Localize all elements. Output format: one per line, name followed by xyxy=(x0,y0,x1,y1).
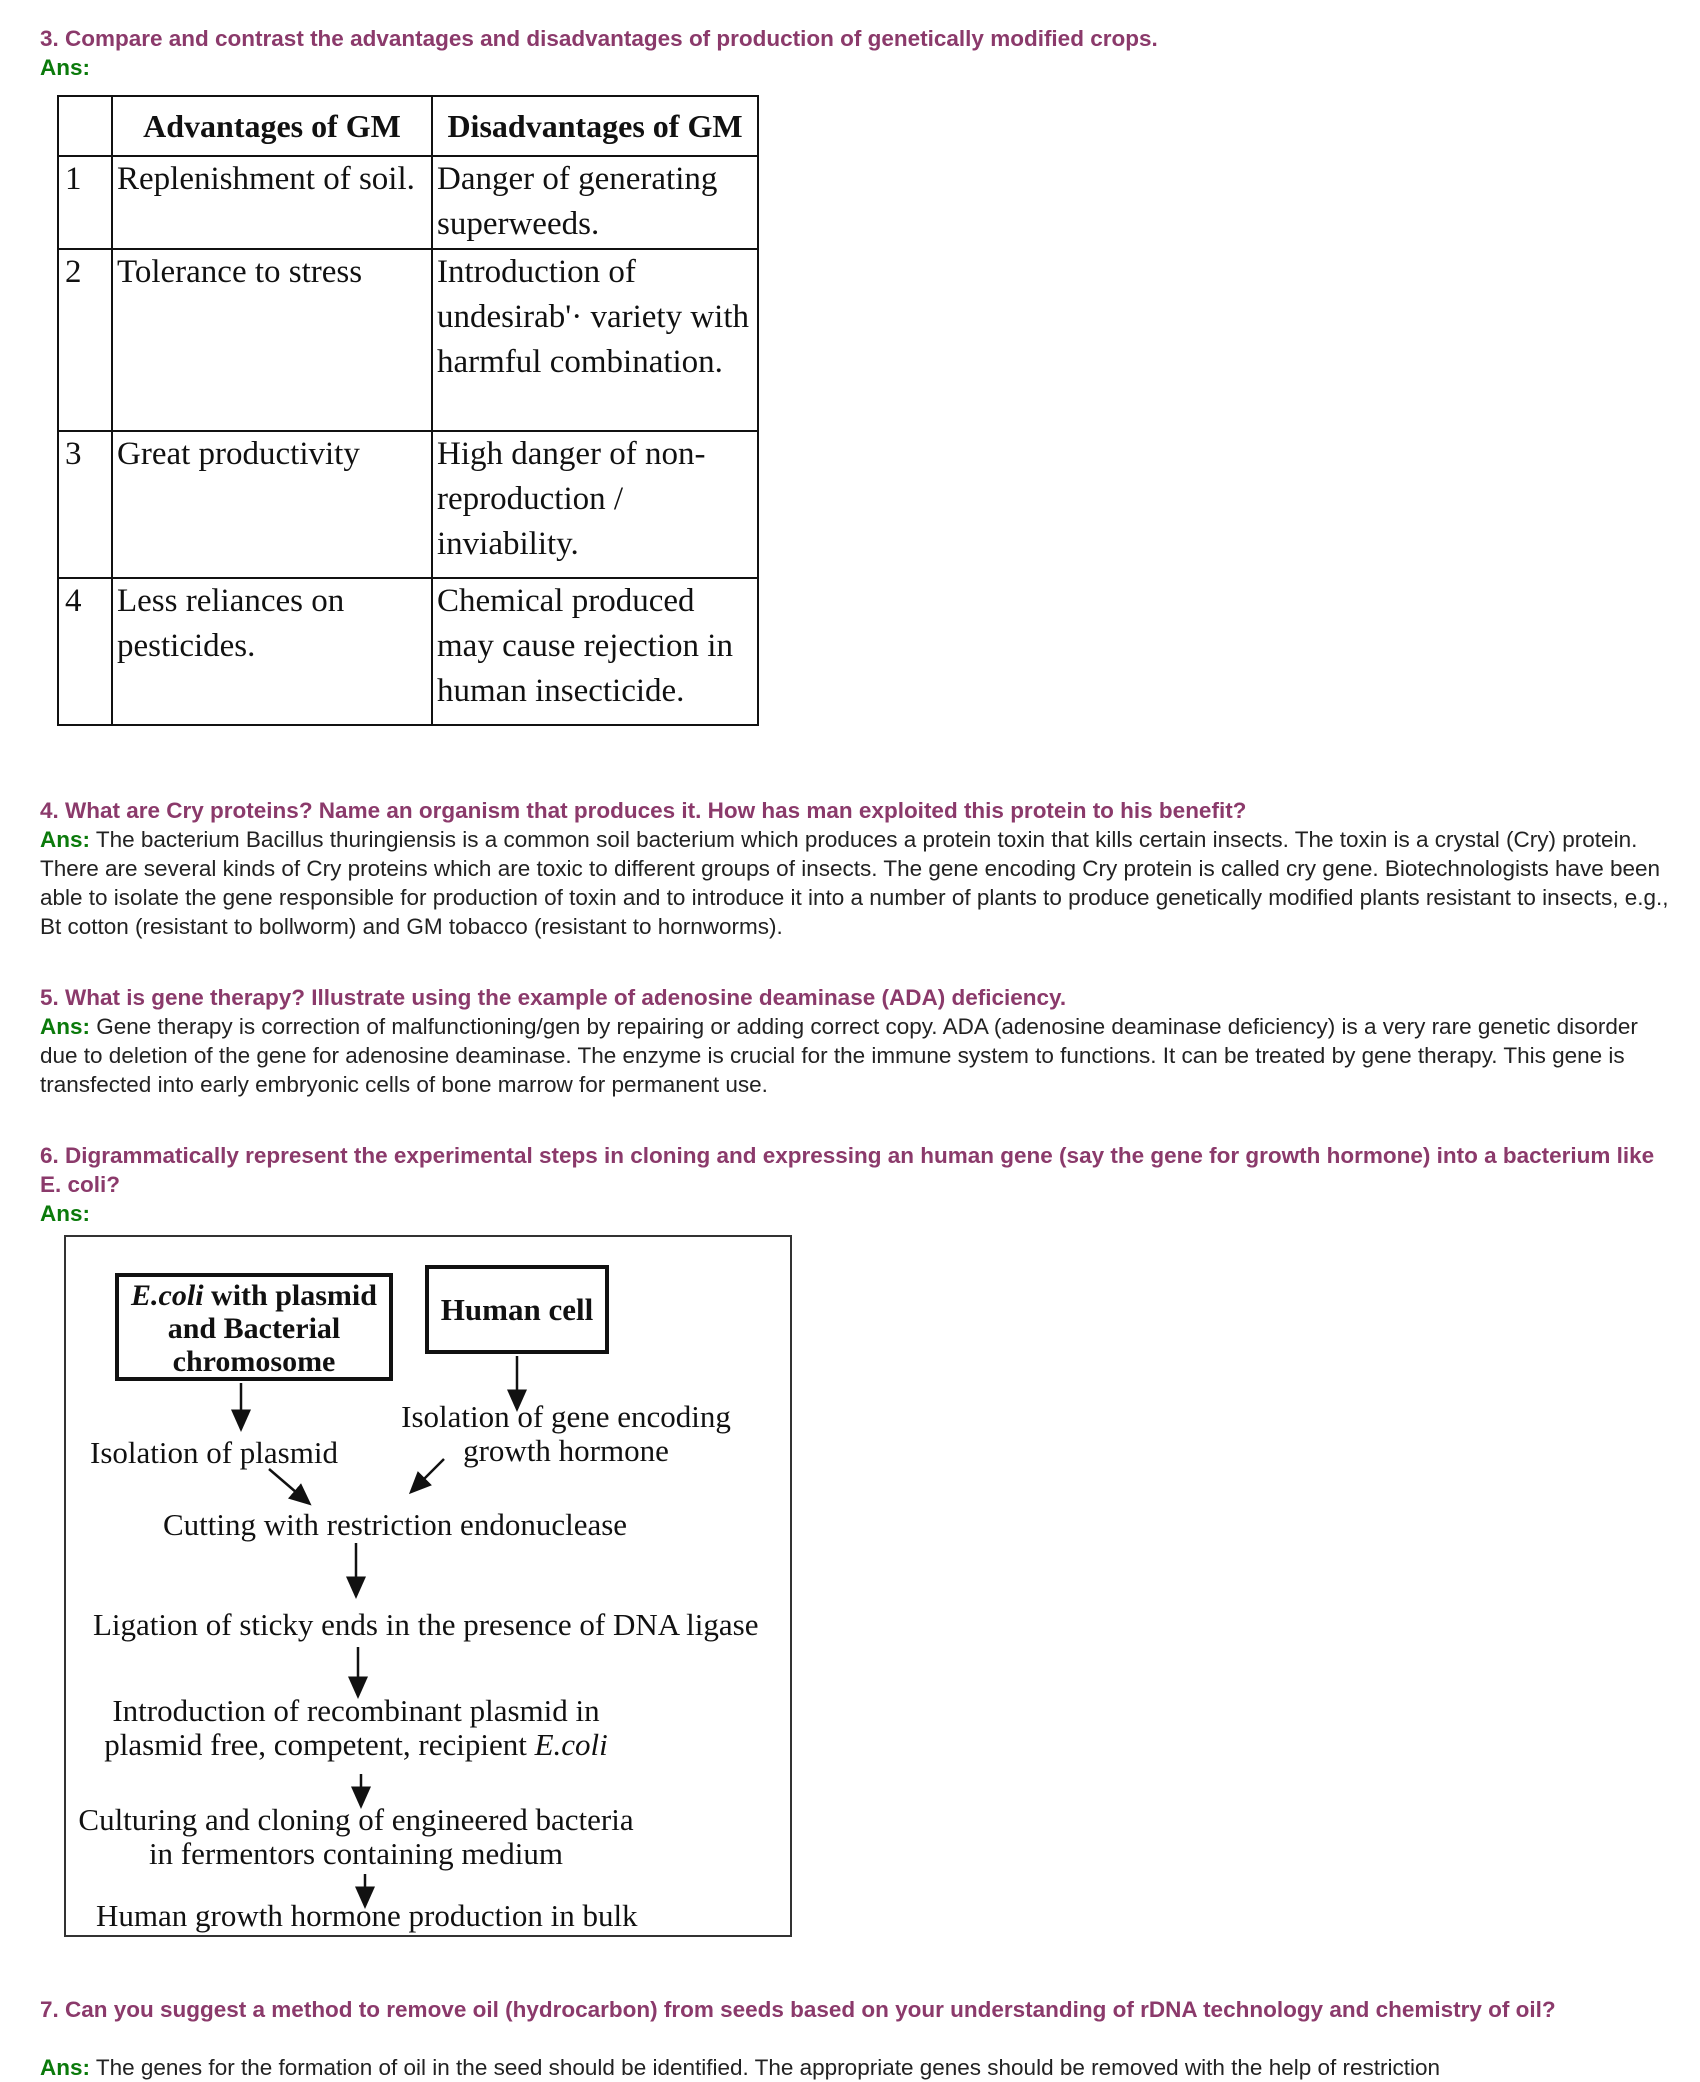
ecoli-label-italic: E.coli xyxy=(131,1279,204,1312)
table-header-number xyxy=(58,96,112,156)
row-number: 2 xyxy=(58,249,112,431)
answer-7-text: The genes for the formation of oil in the seed should be identified. The appropriate genes should be removed with the help of restriction xyxy=(95,2055,1441,2080)
isolation-of-plasmid: Isolation of plasmid xyxy=(90,1435,338,1470)
introduction-step-text: plasmid free, competent, recipient xyxy=(104,1727,535,1762)
table-header-disadvantages: Disadvantages of GM xyxy=(432,96,758,156)
gm-comparison-table xyxy=(57,95,759,726)
answer-label: Ans: xyxy=(40,2055,90,2080)
culturing-step-line1: Culturing and cloning of engineered bacteria xyxy=(78,1802,634,1837)
answer-label: Ans: xyxy=(40,827,90,852)
advantage-cell: Great productivity xyxy=(112,431,432,578)
disadvantage-cell: Danger of generating superweeds. xyxy=(432,156,758,249)
culturing-step-line2: in fermentors containing medium xyxy=(148,1836,564,1871)
question-3: 3. Compare and contrast the advantages and disadvantages of production of genetically modified crops. xyxy=(40,26,1158,51)
table-header-row xyxy=(58,96,758,156)
isolation-of-gene-line2: growth hormone xyxy=(463,1433,669,1468)
production-step: Human growth hormone production in bulk xyxy=(96,1898,638,1933)
human-cell-box: Human cell xyxy=(425,1265,609,1354)
ecoli-label-3: chromosome xyxy=(172,1345,336,1378)
question-4: 4. What are Cry proteins? Name an organism that produces it. How has man exploited this protein to his benefit? xyxy=(40,798,1247,823)
answer-label: Ans: xyxy=(40,55,90,80)
introduction-step-line1: Introduction of recombinant plasmid in xyxy=(112,1693,600,1728)
table-header-advantages: Advantages of GM xyxy=(112,96,432,156)
row-number: 3 xyxy=(58,431,112,578)
question-7: 7. Can you suggest a method to remove oil (hydrocarbon) from seeds based on your understanding of rDNA technology and chemistry of oil? xyxy=(40,1997,1556,2022)
question-5: 5. What is gene therapy? Illustrate using the example of adenosine deaminase (ADA) deficiency. xyxy=(40,985,1067,1010)
disadvantage-cell: Introduction of undesirab'· variety with harmful combination. xyxy=(432,249,758,431)
ecoli-label-1: with plasmid xyxy=(203,1279,377,1312)
answer-7 xyxy=(40,2053,1672,2082)
row-number: 1 xyxy=(58,156,112,249)
cloning-flow-diagram xyxy=(64,1235,792,1937)
introduction-step-line2 xyxy=(86,1728,626,1762)
answer-4 xyxy=(40,825,1672,941)
question-6: 6. Digrammatically represent the experimental steps in cloning and expressing an human gene (say the gene for growth hormone) into a bacterium like E. coli? xyxy=(40,1143,1655,1197)
advantage-cell: Replenishment of soil. xyxy=(112,156,432,249)
table-row xyxy=(58,578,758,725)
table-row xyxy=(58,156,758,249)
table-row xyxy=(58,431,758,578)
isolation-of-gene-line1: Isolation of gene encoding xyxy=(401,1399,731,1434)
answer-label: Ans: xyxy=(40,1014,90,1039)
row-number: 4 xyxy=(58,578,112,725)
answer-4-text: The bacterium Bacillus thuringiensis is a common soil bacterium which produces a protein toxin that kills certain insects. The toxin is a crystal (Cry) protein. There are several kinds of Cry proteins which are toxic to different groups of insects. The gene encoding Cry protein is called cry gene. Biotechnologists have been able to isolate the gene responsible for production of toxin and to introduce it into a number of plants to produce genetically modified plants resistant to insects, e.g., Bt cotton (resistant to bollworm) and GM tobacco (resistant to hornworms). xyxy=(40,827,1669,939)
answer-label: Ans: xyxy=(40,1201,90,1226)
table-row xyxy=(58,249,758,431)
cutting-step: Cutting with restriction endonuclease xyxy=(163,1507,628,1542)
disadvantage-cell: Chemical produced may cause rejection in human insecticide. xyxy=(432,578,758,725)
advantage-cell: Less reliances on pesticides. xyxy=(112,578,432,725)
ecoli-label-2: and Bacterial xyxy=(167,1312,341,1345)
answer-5 xyxy=(40,1012,1672,1099)
disadvantage-cell: High danger of non-reproduction / inviability. xyxy=(432,431,758,578)
advantage-cell: Tolerance to stress xyxy=(112,249,432,431)
ligation-step: Ligation of sticky ends in the presence of DNA ligase xyxy=(93,1607,759,1642)
answer-5-text: Gene therapy is correction of malfunctioning/gen by repairing or adding correct copy. ADA (adenosine deaminase deficiency) is a very rare genetic disorder due to deletion of the gene for adenosine deaminase. The enzyme is crucial for the immune system to functions. It can be treated by gene therapy. This gene is transfected into early embryonic cells of bone marrow for permanent use. xyxy=(40,1014,1638,1097)
ecoli-italic: E.coli xyxy=(534,1727,608,1762)
